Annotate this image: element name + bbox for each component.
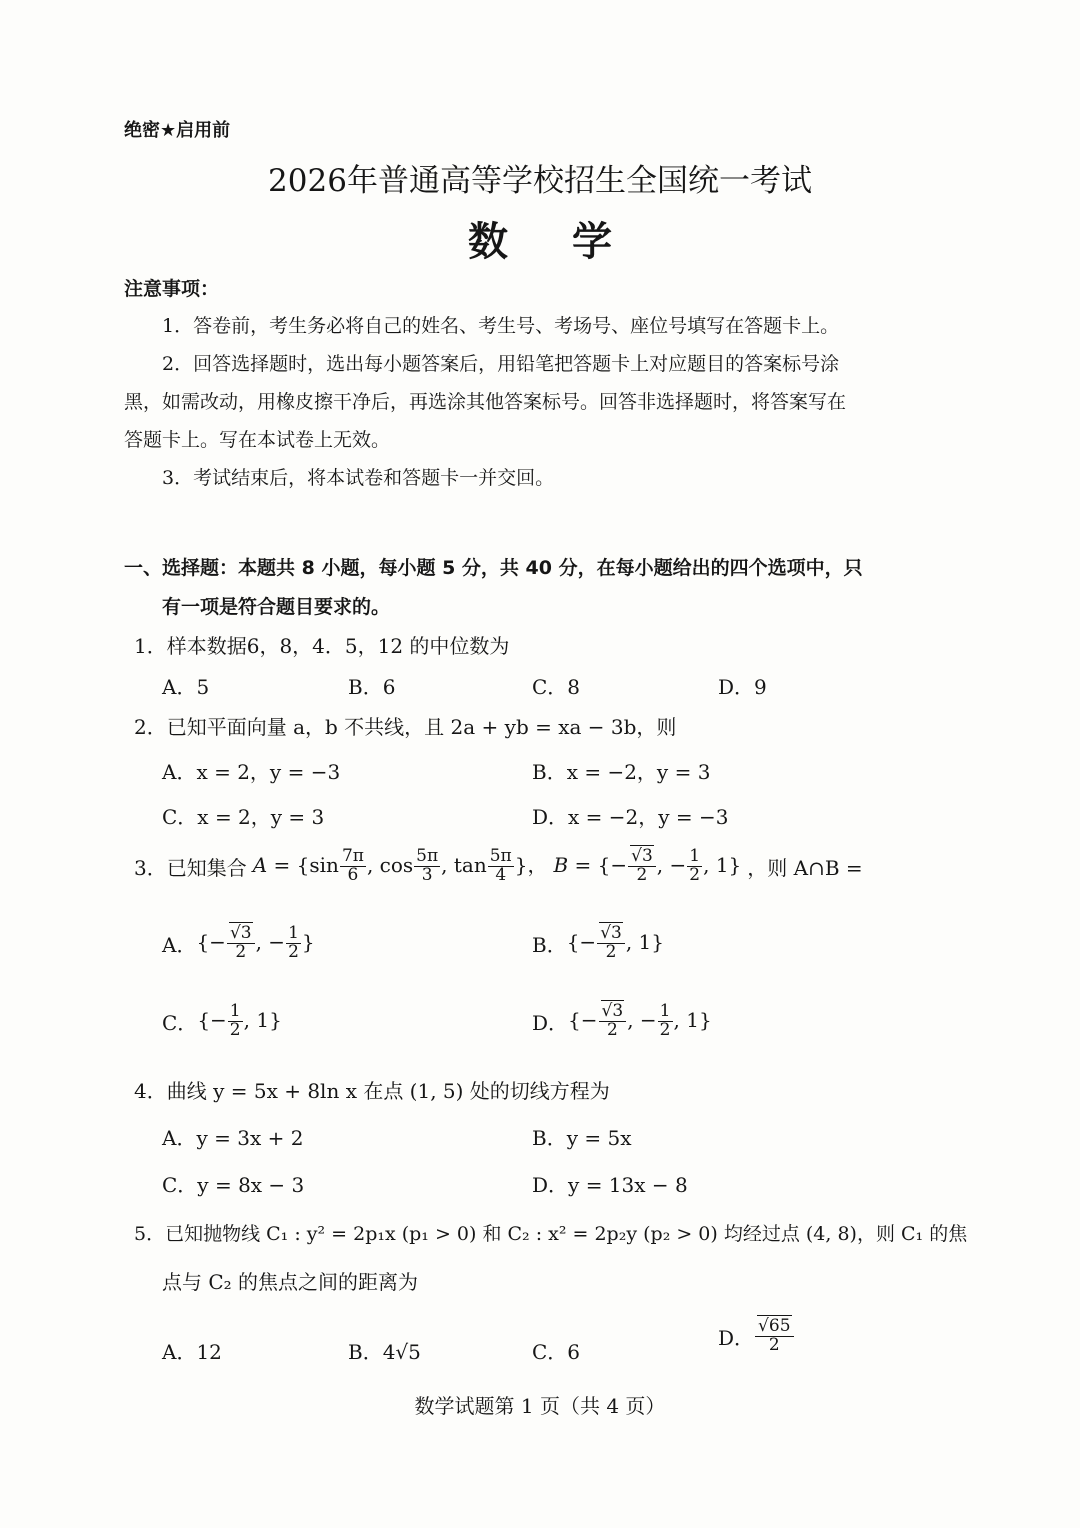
question-5-stem-line-2: 点与 C₂ 的焦点之间的距离为: [162, 1270, 419, 1294]
question-5-stem-line-1: 5．已知抛物线 C₁ : y² = 2p₁x (p₁ > 0) 和 C₂ : x² = 2p₂y (p₂ > 0) 均经过点 (4, 8)，则 C₁ 的焦: [134, 1223, 968, 1245]
q2-option-b: B．x = −2，y = 3: [532, 760, 711, 784]
notice-item-2-line-1: 2．回答选择题时，选出每小题答案后，用铅笔把答题卡上对应题目的答案标号涂: [162, 353, 840, 375]
q3-option-c-label: C．: [162, 1010, 198, 1035]
q3-tail: ，则 A∩B =: [747, 855, 863, 880]
q3-option-a-value: {− $\frac{√3}{2}$ , − $\frac{1}{2}$ }: [196, 923, 315, 962]
q3-option-d: [532, 1003, 712, 1040]
notice-item-1: 1．答卷前，考生务必将自己的姓名、考生号、考场号、座位号填写在答题卡上。: [162, 315, 840, 337]
notice-item-2-line-2: 黑，如需改动，用橡皮擦干净后，再选涂其他答案标号。回答非选择题时，将答案写在: [124, 391, 847, 413]
q3-option-b-value: {− $\frac{√3}{2}$ , 1}: [566, 923, 665, 962]
q4-option-b: B．y = 5x: [532, 1126, 632, 1150]
q5-option-d-value: $\frac{√65}{2}$: [755, 1318, 793, 1355]
q3-option-d-label: D．: [532, 1010, 569, 1035]
q5-option-d-label: D．: [718, 1325, 755, 1350]
q4-option-d: D．y = 13x − 8: [532, 1173, 688, 1197]
q3-option-c: [162, 1003, 282, 1040]
notice-item-2-line-3: 答题卡上。写在本试卷上无效。: [124, 429, 391, 451]
q3-option-b: [532, 925, 664, 962]
q5-option-d: [718, 1318, 795, 1355]
exam-title: 2026年普通高等学校招生全国统一考试: [268, 163, 812, 199]
notice-item-3: 3．考试结束后，将本试卷和答题卡一并交回。: [162, 467, 555, 489]
q4-option-a: A．y = 3x + 2: [162, 1126, 304, 1150]
q3-option-a: [162, 925, 315, 962]
section-heading-line-1: 一、选择题：本题共 8 小题，每小题 5 分，共 40 分，在每小题给出的四个选项中，只: [124, 557, 863, 579]
question-1-stem: 1．样本数据6，8，4．5，12 的中位数为: [134, 634, 510, 658]
section-heading-line-2: 有一项是符合题目要求的。: [162, 596, 391, 618]
q5-option-b: B．4√5: [348, 1340, 421, 1364]
confidential-mark: 绝密★启用前: [124, 120, 231, 141]
question-2-stem: 2．已知平面向量 a，b 不共线，且 2a + yb = xa − 3b，则: [134, 715, 677, 739]
q2-option-a: A．x = 2，y = −3: [162, 760, 341, 784]
q1-option-b: B．6: [348, 675, 396, 699]
q3-option-c-value: {− $\frac{1}{2}$ , 1}: [197, 1001, 282, 1040]
q1-option-a: A．5: [162, 675, 210, 699]
q1-option-c: C．8: [532, 675, 581, 699]
q3-number: 3．已知集合: [134, 855, 247, 880]
question-4-stem: 4．曲线 y = 5x + 8ln x 在点 (1, 5) 处的切线方程为: [134, 1079, 610, 1103]
q2-option-c: C．x = 2，y = 3: [162, 805, 325, 829]
q3-option-d-value: {− $\frac{√3}{2}$ , − $\frac{1}{2}$ , 1}: [568, 1001, 712, 1040]
q3-set-a-render: A = {sin $\frac{7\pi}{6}$ , cos $\frac{5\pi}{3}$ , tan $\frac{5\pi}{4}$ }，: [252, 846, 548, 885]
q3-set-b-render: B = {− $\frac{√3}{2}$ , − $\frac{1}{2}$ , 1}: [553, 846, 742, 885]
question-3-stem: [134, 848, 863, 885]
subject-title: 数学: [468, 219, 676, 265]
q4-option-c: C．y = 8x − 3: [162, 1173, 305, 1197]
q2-option-d: D．x = −2，y = −3: [532, 805, 729, 829]
page-footer: 数学试题第 1 页（共 4 页）: [414, 1394, 666, 1418]
q3-option-a-label: A．: [162, 932, 197, 957]
q5-option-a: A．12: [162, 1340, 222, 1364]
q3-option-b-label: B．: [532, 932, 567, 957]
notice-heading: 注意事项：: [124, 278, 220, 300]
q5-option-c: C．6: [532, 1340, 581, 1364]
q1-option-d: D．9: [718, 675, 767, 699]
